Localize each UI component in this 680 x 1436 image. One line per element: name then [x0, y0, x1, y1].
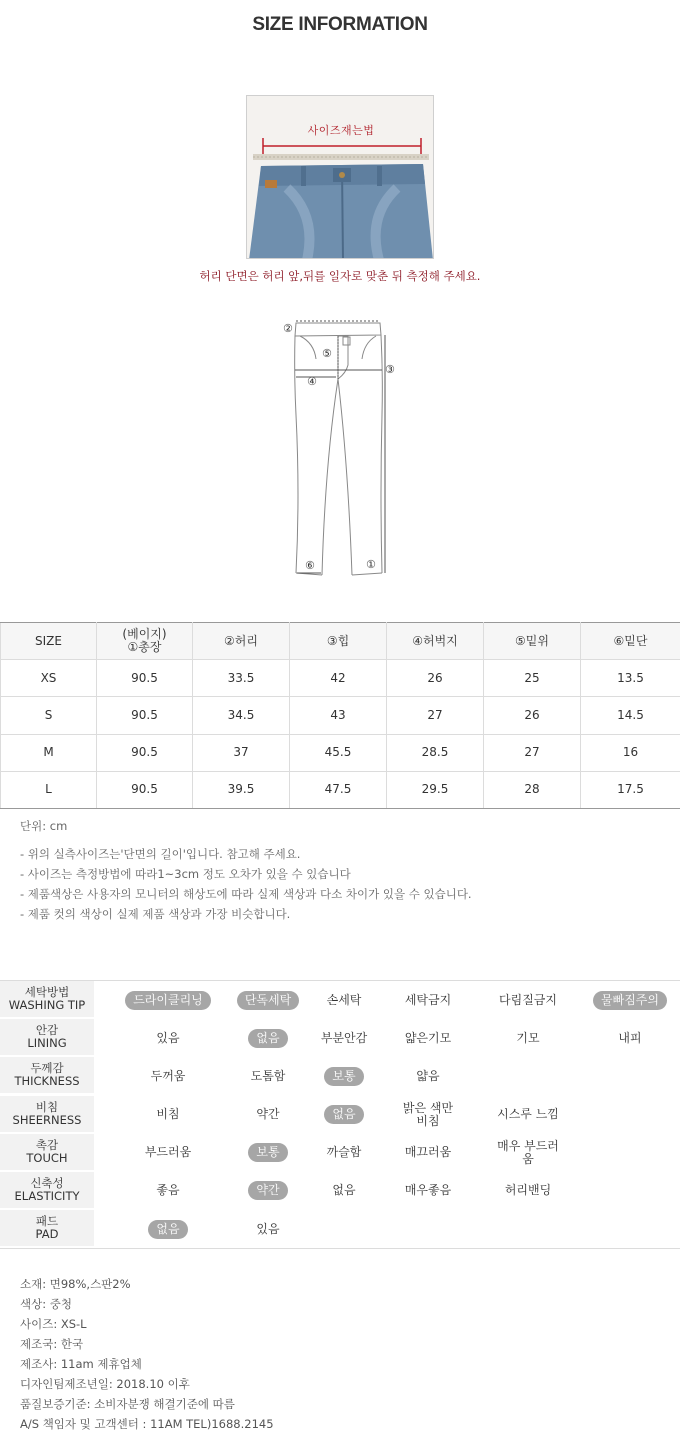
- spec-item: A/S 책임자 및 고객센터 : 11AM TEL)1688.2145: [20, 1416, 274, 1436]
- header-hem: ⑥밑단: [581, 623, 680, 660]
- care-option: [480, 1019, 576, 1057]
- note-item: - 제품 컷의 색상이 실제 제품 색상과 가장 비슷합니다.: [20, 906, 472, 926]
- care-label-ko: 패드: [0, 1215, 94, 1228]
- care-option-selected: 보통: [324, 1067, 363, 1086]
- care-label-en: TOUCH: [0, 1152, 94, 1165]
- pants-diagram: [270, 315, 410, 585]
- header-length: [97, 623, 193, 660]
- care-option-label: 허리밴딩: [497, 1181, 559, 1200]
- care-option: [120, 1210, 216, 1248]
- care-label-en: PAD: [0, 1228, 94, 1241]
- fabric-info-table: [0, 980, 680, 1249]
- care-option: [480, 981, 576, 1019]
- care-label-ko: 신축성: [0, 1177, 94, 1190]
- care-option-label: 밝은 색만 비침: [389, 1099, 467, 1131]
- measure-photo: [246, 95, 434, 259]
- table-cell: 27: [387, 697, 484, 734]
- header-hip: ③힙: [290, 623, 387, 660]
- spec-item: 소재: 면98%,스판2%: [20, 1276, 274, 1296]
- care-row: [0, 1210, 680, 1248]
- care-option: [120, 1057, 216, 1095]
- care-option: [480, 1172, 576, 1210]
- care-option-label: 없음: [324, 1181, 363, 1200]
- product-specs: [20, 1276, 274, 1436]
- care-option-label: 있음: [148, 1029, 187, 1048]
- table-cell: 34.5: [193, 697, 290, 734]
- table-row: [1, 734, 680, 771]
- table-cell: XS: [1, 660, 97, 697]
- care-option-selected: 드라이클리닝: [125, 991, 211, 1010]
- table-cell: 33.5: [193, 660, 290, 697]
- care-row: [0, 1057, 680, 1095]
- care-option-label: 부드러움: [137, 1143, 199, 1162]
- jeans-photo-illustration: [247, 96, 434, 259]
- care-row-label: [0, 1210, 94, 1247]
- care-option: [296, 1096, 392, 1134]
- header-size: SIZE: [1, 623, 97, 660]
- table-row: [1, 771, 680, 808]
- care-option-label: 손세탁: [319, 991, 370, 1010]
- care-option: [582, 981, 678, 1019]
- table-cell: 47.5: [290, 771, 387, 808]
- care-row-label: [0, 1019, 94, 1056]
- care-label-en: THICKNESS: [0, 1075, 94, 1088]
- care-row-label: [0, 1172, 94, 1209]
- marker-length: ①: [366, 558, 376, 571]
- spec-item: 제조국: 한국: [20, 1336, 274, 1356]
- care-row: [0, 1096, 680, 1134]
- size-table: [0, 622, 680, 809]
- marker-thigh: ④: [307, 375, 317, 388]
- table-cell: 17.5: [581, 771, 680, 808]
- care-label-en: SHEERNESS: [0, 1114, 94, 1127]
- header-length-label: ①총장: [97, 641, 192, 654]
- care-option-label: 기모: [508, 1029, 547, 1048]
- care-label-ko: 두께감: [0, 1062, 94, 1075]
- care-option-selected: 없음: [248, 1029, 287, 1048]
- note-item: - 제품색상은 사용자의 모니터의 해상도에 따라 실제 색상과 다소 차이가 있을 수 있습니다.: [20, 886, 472, 906]
- size-table-header: [1, 623, 680, 660]
- table-cell: 45.5: [290, 734, 387, 771]
- care-option: [296, 1019, 392, 1057]
- table-cell: L: [1, 771, 97, 808]
- care-option-label: 좋음: [148, 1181, 187, 1200]
- care-option: [120, 1134, 216, 1172]
- spec-item: 제조사: 11am 제휴업체: [20, 1356, 274, 1376]
- care-row: [0, 1134, 680, 1172]
- care-option: [480, 1096, 576, 1134]
- care-option: [380, 1057, 476, 1095]
- care-row: [0, 1019, 680, 1057]
- care-option: [480, 1134, 576, 1172]
- note-item: - 위의 실측사이즈는'단면의 길이'입니다. 참고해 주세요.: [20, 846, 472, 866]
- care-option-label: 두꺼움: [143, 1067, 194, 1086]
- care-option-label: 세탁금지: [397, 991, 459, 1010]
- care-option: [380, 1172, 476, 1210]
- table-cell: 27: [484, 734, 581, 771]
- care-option-label: 매끄러움: [397, 1143, 459, 1162]
- care-option: [296, 1134, 392, 1172]
- care-option: [380, 1019, 476, 1057]
- table-cell: 42: [290, 660, 387, 697]
- table-cell: 90.5: [97, 771, 193, 808]
- care-option: [220, 1210, 316, 1248]
- marker-rise: ⑤: [322, 347, 332, 360]
- table-cell: 90.5: [97, 734, 193, 771]
- table-cell: 29.5: [387, 771, 484, 808]
- spec-item: 품질보증기준: 소비자분쟁 해결기준에 따름: [20, 1396, 274, 1416]
- spec-item: 색상: 중청: [20, 1296, 274, 1316]
- care-option: [296, 981, 392, 1019]
- page-title: SIZE INFORMATION: [0, 14, 680, 36]
- table-cell: 16: [581, 734, 680, 771]
- care-option: [296, 1057, 392, 1095]
- care-option-selected: 없음: [148, 1220, 187, 1239]
- table-cell: 39.5: [193, 771, 290, 808]
- table-cell: 26: [484, 697, 581, 734]
- care-option-label: 약간: [248, 1105, 287, 1124]
- care-label-ko: 비침: [0, 1101, 94, 1114]
- care-option-label: 있음: [248, 1220, 287, 1239]
- care-row: [0, 981, 680, 1019]
- spec-item: 디자인팀제조년일: 2018.10 이후: [20, 1376, 274, 1396]
- header-color: (베이지): [97, 628, 192, 641]
- care-label-ko: 촉감: [0, 1139, 94, 1152]
- table-cell: 90.5: [97, 697, 193, 734]
- care-option: [120, 1019, 216, 1057]
- care-option-selected: 보통: [248, 1143, 287, 1162]
- table-cell: S: [1, 697, 97, 734]
- table-cell: 90.5: [97, 660, 193, 697]
- care-option-selected: 단독세탁: [237, 991, 299, 1010]
- care-option-label: 부분안감: [313, 1029, 375, 1048]
- table-cell: 25: [484, 660, 581, 697]
- care-option: [582, 1019, 678, 1057]
- care-label-en: LINING: [0, 1037, 94, 1050]
- table-row: [1, 660, 680, 697]
- care-option-label: 시스루 느낌: [489, 1105, 567, 1124]
- marker-hip: ③: [385, 363, 395, 376]
- table-cell: 26: [387, 660, 484, 697]
- table-cell: 43: [290, 697, 387, 734]
- marker-waist: ②: [283, 322, 293, 335]
- care-option: [380, 981, 476, 1019]
- care-option-selected: 약간: [248, 1181, 287, 1200]
- table-cell: 14.5: [581, 697, 680, 734]
- care-row-label: [0, 1057, 94, 1094]
- care-option: [380, 1134, 476, 1172]
- care-option-selected: 없음: [324, 1105, 363, 1124]
- care-option-label: 얇은기모: [397, 1029, 459, 1048]
- care-option: [120, 1172, 216, 1210]
- notes-list: [20, 846, 472, 926]
- header-thigh: ④허벅지: [387, 623, 484, 660]
- care-option: [120, 1096, 216, 1134]
- care-label-en: WASHING TIP: [0, 999, 94, 1012]
- table-cell: 37: [193, 734, 290, 771]
- table-cell: 28.5: [387, 734, 484, 771]
- care-row-label: [0, 1134, 94, 1171]
- marker-hem: ⑥: [305, 559, 315, 572]
- table-cell: 28: [484, 771, 581, 808]
- care-option-label: 내피: [610, 1029, 649, 1048]
- table-cell: 13.5: [581, 660, 680, 697]
- care-option-label: 도톰함: [243, 1067, 294, 1086]
- care-option: [120, 981, 216, 1019]
- note-item: - 사이즈는 측정방법에 따라1~3cm 정도 오차가 있을 수 있습니다: [20, 866, 472, 886]
- care-label-en: ELASTICITY: [0, 1190, 94, 1203]
- care-option-selected: 물빠짐주의: [593, 991, 667, 1010]
- care-option: [380, 1096, 476, 1134]
- measure-caption: 허리 단면은 허리 앞,뒤를 일자로 맞춘 뒤 측정해 주세요.: [0, 268, 680, 284]
- care-label-ko: 안감: [0, 1024, 94, 1037]
- header-waist: ②허리: [193, 623, 290, 660]
- unit-text: 단위: cm: [20, 818, 67, 834]
- care-row-label: [0, 981, 94, 1018]
- care-option-label: 매우 부드러움: [489, 1137, 567, 1169]
- care-option-label: 비침: [148, 1105, 187, 1124]
- care-row: [0, 1172, 680, 1210]
- spec-item: 사이즈: XS-L: [20, 1316, 274, 1336]
- measure-label: 사이즈재는법: [247, 122, 434, 138]
- care-label-ko: 세탁방법: [0, 986, 94, 999]
- care-option-label: 까슬함: [319, 1143, 370, 1162]
- table-row: [1, 697, 680, 734]
- care-option-label: 매우좋음: [397, 1181, 459, 1200]
- care-option-label: 얇음: [408, 1067, 447, 1086]
- table-cell: M: [1, 734, 97, 771]
- care-row-label: [0, 1096, 94, 1133]
- header-rise: ⑤밑위: [484, 623, 581, 660]
- care-option: [296, 1172, 392, 1210]
- care-option-label: 다림질금지: [491, 991, 565, 1010]
